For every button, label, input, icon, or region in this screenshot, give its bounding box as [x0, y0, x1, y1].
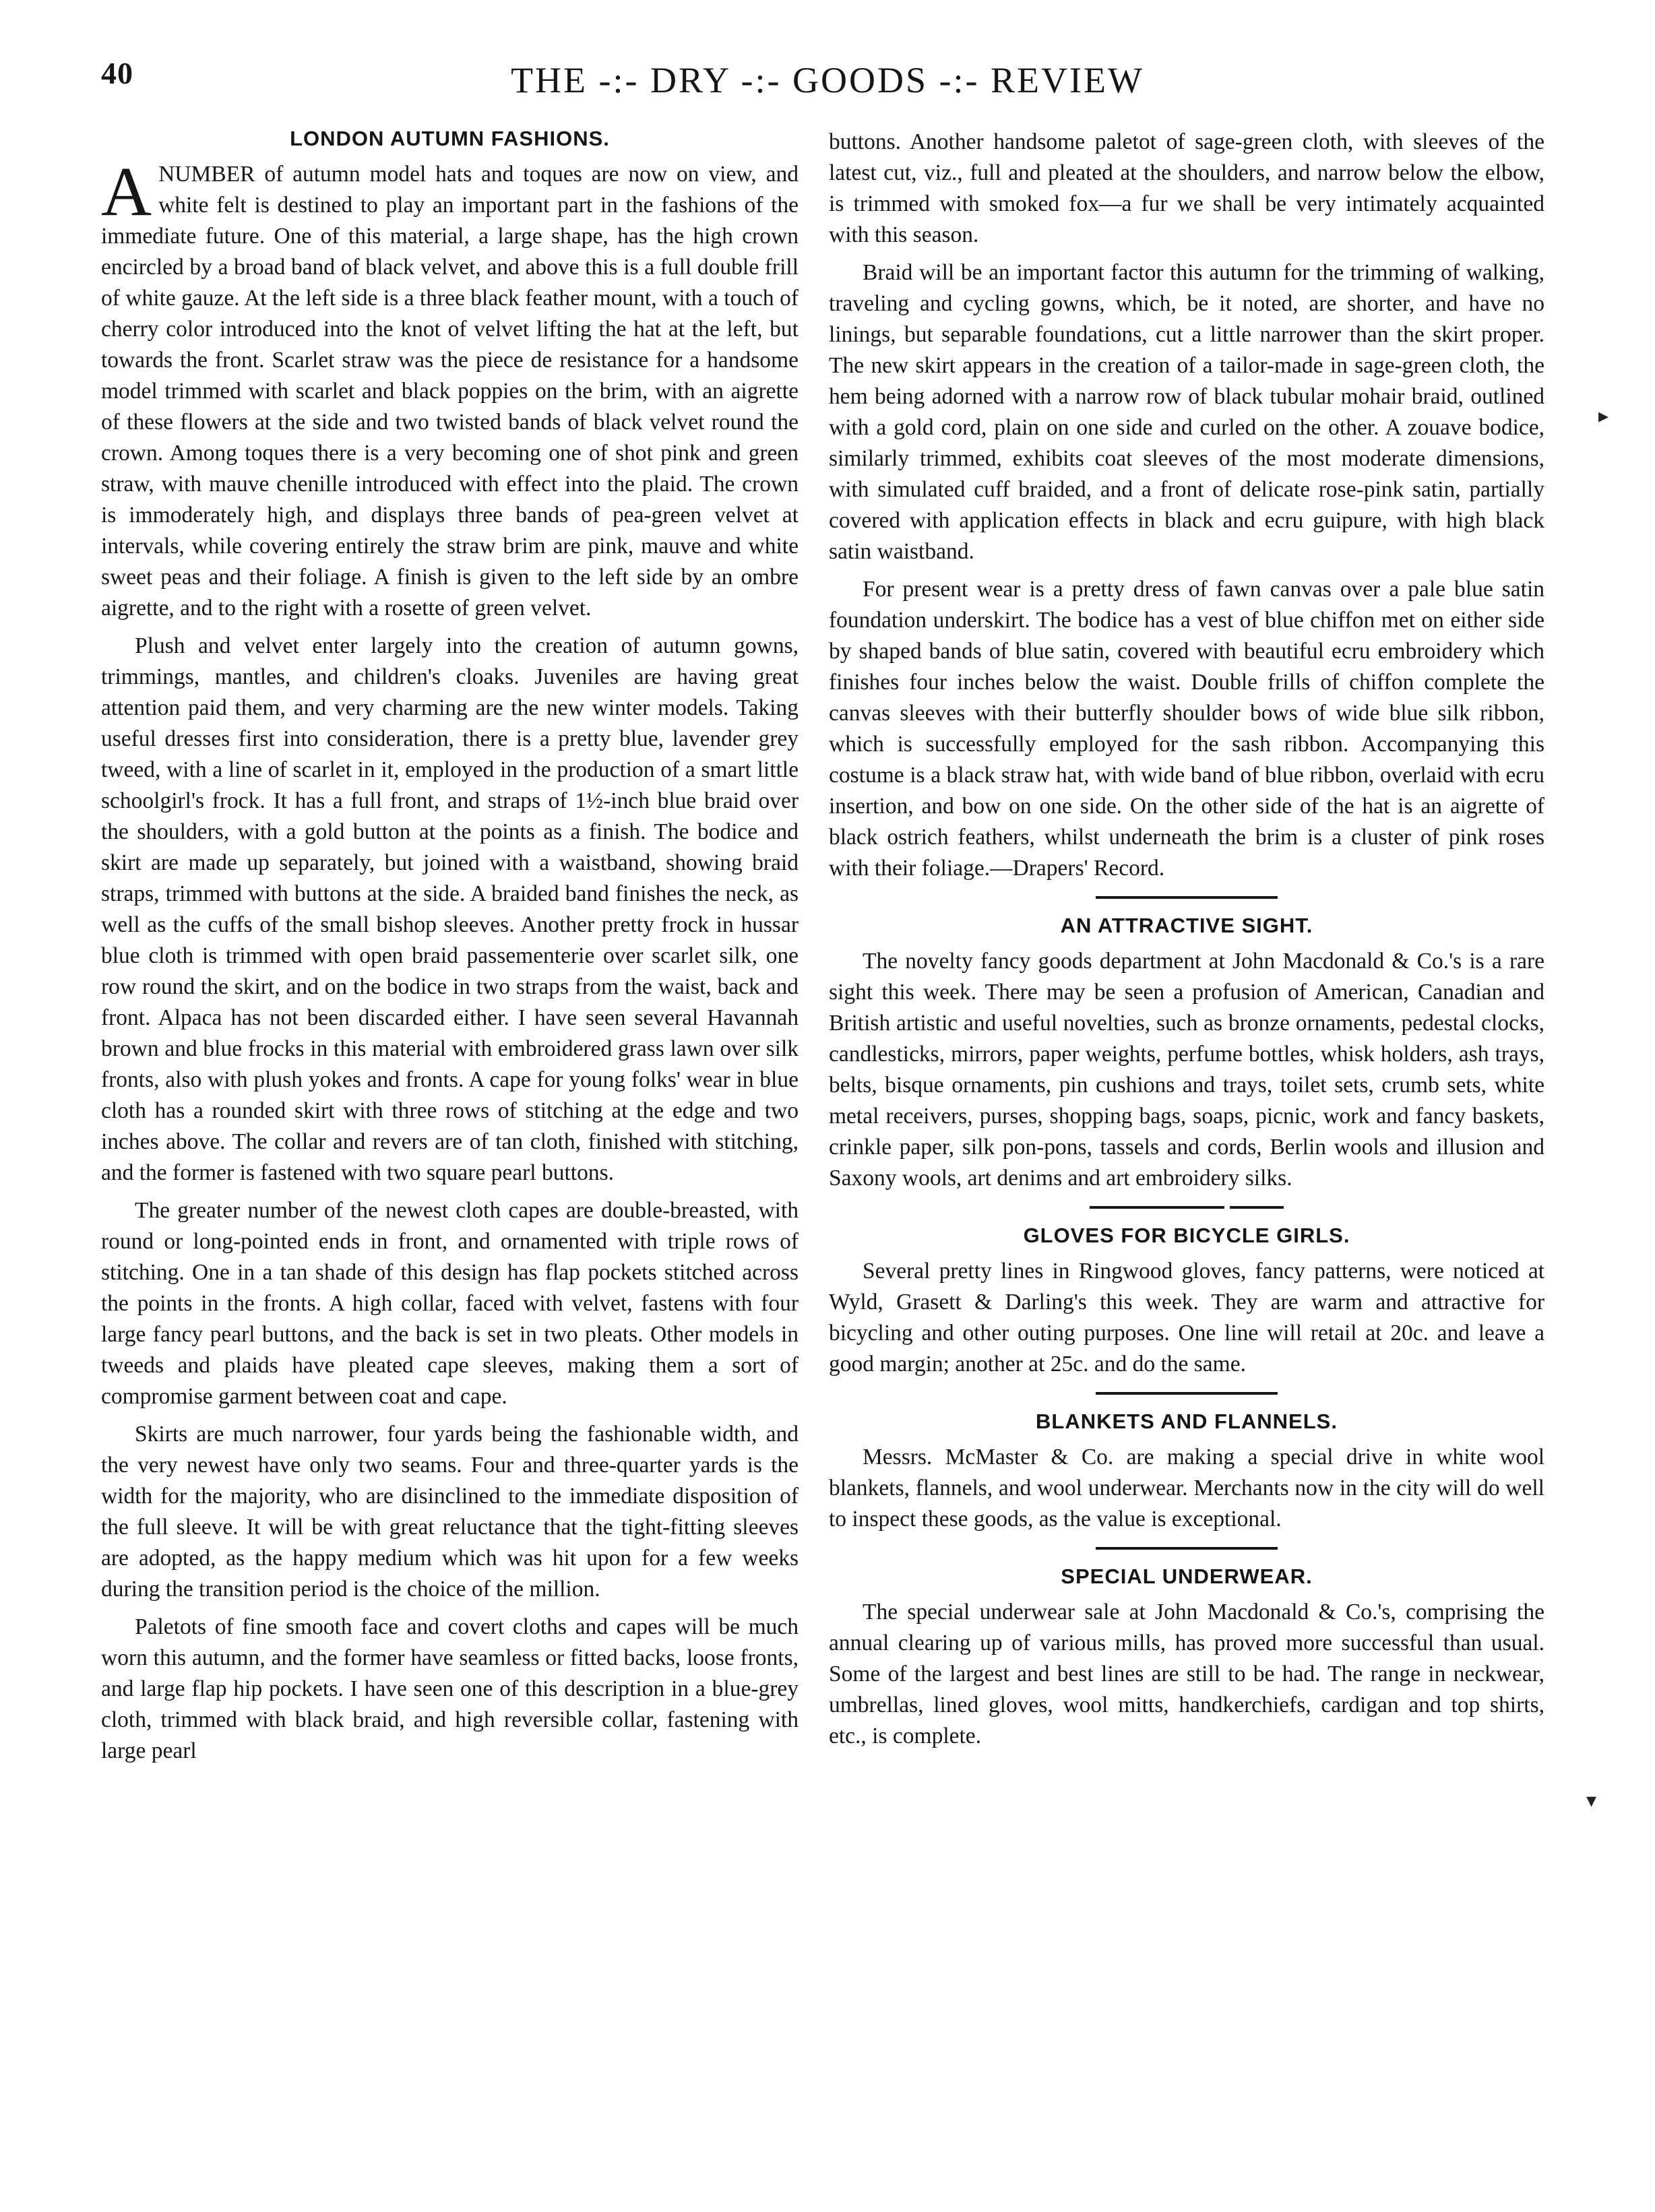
- article-title-special-underwear: SPECIAL UNDERWEAR.: [1061, 1565, 1313, 1588]
- masthead: THE -:- DRY -:- GOODS -:- REVIEW: [511, 60, 1144, 100]
- article-paragraph: Plush and velvet enter largely into the creation of autumn gowns, trimmings, mantles, and children's cloaks. Juveniles are having great attention paid them, and very charming are the new winter models. Taking useful dresses first into consideration, there is a pretty blue, lavender grey tweed, with a line of scarlet in it, employed in the production of a smart little schoolgirl's frock. It has a full front, and straps of 1½-inch blue braid over the shoulders, with a gold button at the points as a finish. The bodice and skirt are made up separately, but joined with a waistband, showing braid straps, trimmed with buttons at the side. A braided band finishes the neck, as well as the cuffs of the small bishop sleeves. Another pretty frock in hussar blue cloth is trimmed with open braid passementerie over scarlet silk, one row round the skirt, and on the bodice in two straps from the waist, back and front. Alpaca has not been discarded either. I have seen several Havannah brown and blue frocks in this material with embroidered grass lawn over silk fronts, also with plush yokes and fronts. A cape for young folks' wear in blue cloth has a rounded skirt with three rows of stitching at the edge and two inches above. The collar and revers are of tan cloth, finished with stitching, and the former is fastened with two square pearl buttons.: [101, 633, 799, 1185]
- drop-cap: A: [101, 153, 152, 230]
- divider-segment: [1090, 1206, 1224, 1209]
- section-divider: [1096, 1547, 1278, 1550]
- section-divider: [1096, 896, 1278, 899]
- article-paragraph: [101, 153, 799, 624]
- article-title-gloves-bicycle-girls: GLOVES FOR BICYCLE GIRLS.: [1023, 1224, 1350, 1247]
- article-paragraph: The greater number of the newest cloth capes are double-breasted, with round or long-pointed ends in front, and ornamented with triple rows of stitching. One in a tan shade of this design has flap pockets stitched across the points in the fronts. A high collar, faced with velvet, fastens with four large fancy pearl buttons, and the back is set in two pleats. Other models in tweeds and plaids have pleated cape sleeves, making them a sort of compromise garment between coat and cape.: [101, 1198, 799, 1409]
- article-title-blankets-flannels: BLANKETS AND FLANNELS.: [1036, 1410, 1338, 1433]
- article-paragraph: Skirts are much narrower, four yards being the fashionable width, and the very newest have only two seams. Four and three-quarter yards is the width for the majority, who are disinclined to the immediate disposition of the full sleeve. It will be with great reluctance that the tight-fitting sleeves are adopted, as the happy medium which was hit upon for a few weeks during the transition period is the choice of the million.: [101, 1422, 799, 1602]
- left-column: [101, 127, 799, 1773]
- article-paragraph: Paletots of fine smooth face and covert cloths and capes will be much worn this autumn, and the former have seamless or fitted backs, loose fronts, and large flap hip pockets. I have seen one of this description in a blue-grey cloth, trimmed with black braid, and high reversible collar, fastening with large pearl: [101, 1614, 799, 1763]
- section-divider: [829, 1206, 1544, 1209]
- right-column: [829, 127, 1544, 1759]
- margin-speck-mark: ▾: [1586, 1790, 1597, 1812]
- article-title-london-autumn-fashions: LONDON AUTUMN FASHIONS.: [290, 127, 610, 150]
- article-paragraph-continued: buttons. Another handsome paletot of sage-green cloth, with sleeves of the latest cut, viz., full and pleated at the shoulders, and narrow below the elbow, is trimmed with smoked fox—a fur we shall be very intimately acquainted with this season.: [829, 129, 1544, 247]
- article-paragraph: Braid will be an important factor this autumn for the trimming of walking, traveling and cycling gowns, which, be it noted, are shorter, and have no linings, but separable foundations, cut a little narrower than the skirt proper. The new skirt appears in the creation of a tailor-made in sage-green cloth, the hem being adorned with a narrow row of black tubular mohair braid, outlined with a gold cord, plain on one side and curled on the other. A zouave bodice, similarly trimmed, exhibits coat sleeves of the most moderate dimensions, with simulated cuff braided, and a front of delicate rose-pink satin, partially covered with application effects in black and ecru guipure, with high black satin waistband.: [829, 260, 1544, 564]
- divider-segment: [1230, 1206, 1284, 1209]
- paragraph-text: NUMBER of autumn model hats and toques are now on view, and white felt is destined to play an important part in the fashions of the immediate future. One of this material, a large shape, has the high crown encircled by a broad band of black velvet, and above this is a full double frill of white gauze. At the left side is a three black feather mount, with a touch of cherry color introduced into the knot of velvet lifting the hat at the left, but towards the front. Scarlet straw was the piece de resistance for a handsome model trimmed with scarlet and black poppies on the brim, with an aigrette of these flowers at the side and two twisted bands of black velvet round the crown. Among toques there is a very becoming one of shot pink and green straw, with mauve chenille introduced with effect into the plaid. The crown is immoderately high, and displays three bands of pea-green velvet at intervals, while covering entirely the straw brim are pink, mauve and white sweet peas and their foliage. A finish is given to the left side by an ombre aigrette, and to the right with a rosette of green velvet.: [101, 162, 799, 621]
- article-paragraph: For present wear is a pretty dress of fawn canvas over a pale blue satin foundation underskirt. The bodice has a vest of blue chiffon met on either side by shaped bands of blue satin, covered with beautiful ecru embroidery which finishes four inches below the waist. Double frills of chiffon complete the canvas sleeves with their butterfly shoulder bows of wide blue silk ribbon, which is successfully employed for the sash ribbon. Accompanying this costume is a black straw hat, with wide band of blue ribbon, overlaid with ecru insertion, and bow on one side. On the other side of the hat is an aigrette of black ostrich feathers, whilst underneath the brim is a cluster of pink roses with their foliage.—Drapers' Record.: [829, 577, 1544, 881]
- article-paragraph: Several pretty lines in Ringwood gloves, fancy patterns, were noticed at Wyld, Grasett & Darling's this week. They are warm and attractive for bicycling and other outing purposes. One line will retail at 20c. and leave a good margin; another at 25c. and do the same.: [829, 1259, 1544, 1377]
- margin-speck-mark: ▸: [1598, 405, 1609, 427]
- article-paragraph: The special underwear sale at John Macdonald & Co.'s, comprising the annual clearing up of various mills, has proved more successful than usual. Some of the largest and best lines are still to be had. The range in neckwear, umbrellas, lined gloves, wool mitts, handkerchiefs, cardigan and top shirts, etc., is complete.: [829, 1600, 1544, 1748]
- page-number: 40: [101, 56, 133, 90]
- article-title-attractive-sight: AN ATTRACTIVE SIGHT.: [1060, 914, 1313, 937]
- section-divider: [1096, 1392, 1278, 1395]
- article-paragraph: The novelty fancy goods department at John Macdonald & Co.'s is a rare sight this week. There may be seen a profusion of American, Canadian and British artistic and useful novelties, such as bronze ornaments, pedestal clocks, candlesticks, mirrors, paper weights, perfume bottles, whisk holders, ash trays, belts, bisque ornaments, pin cushions and trays, toilet sets, crumb sets, white metal receivers, purses, shopping bags, soaps, picnic, work and fancy baskets, crinkle paper, silk pon-pons, tassels and cords, Berlin wools and illusion and Saxony wools, art denims and art embroidery silks.: [829, 949, 1544, 1191]
- article-paragraph: Messrs. McMaster & Co. are making a special drive in white wool blankets, flannels, and wool underwear. Merchants now in the city will do well to inspect these goods, as the value is exceptional.: [829, 1445, 1544, 1531]
